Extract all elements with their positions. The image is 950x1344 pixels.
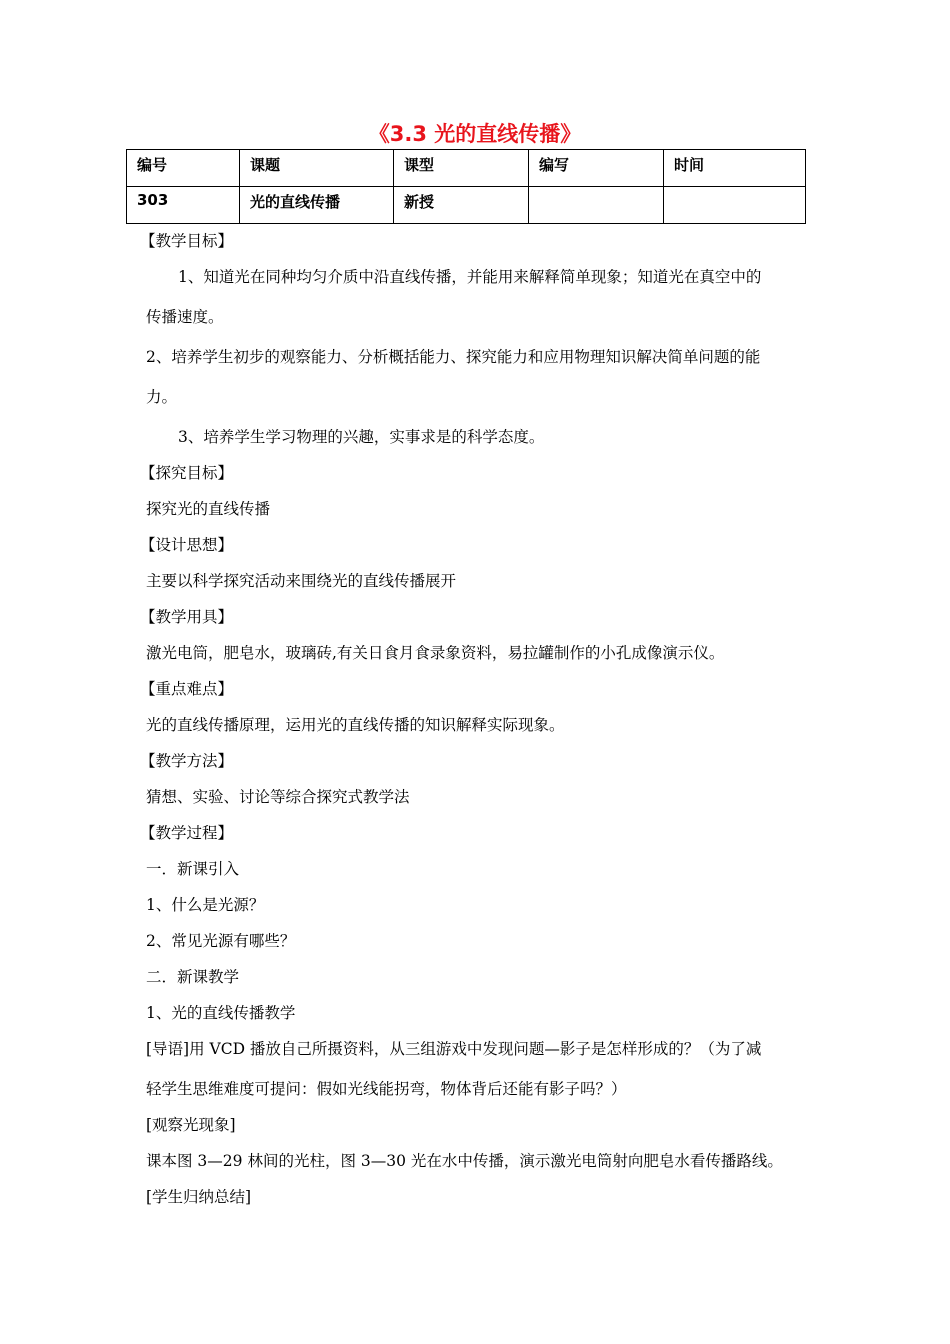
text-line: 一．新课引入 xyxy=(146,860,240,878)
text-line: 猜想、实验、讨论等综合探究式教学法 xyxy=(146,788,410,806)
cell-type: 新授 xyxy=(394,187,529,224)
text-line: 【探究目标】 xyxy=(140,464,234,482)
text-line: 2、培养学生初步的观察能力、分析概括能力、探究能力和应用物理知识解决简单问题的能 xyxy=(146,348,761,366)
header-cell-number: 编号 xyxy=(127,150,240,187)
text-line: 【设计思想】 xyxy=(140,536,234,554)
lesson-info-table xyxy=(126,149,806,224)
text-line: 光的直线传播原理，运用光的直线传播的知识解释实际现象。 xyxy=(146,716,565,734)
cell-author xyxy=(529,187,664,224)
header-cell-topic: 课题 xyxy=(240,150,394,187)
text-line: 主要以科学探究活动来围绕光的直线传播展开 xyxy=(146,572,457,590)
header-cell-author: 编写 xyxy=(529,150,664,187)
text-line: 【教学用具】 xyxy=(140,608,234,626)
table-row xyxy=(127,187,806,224)
text-line: 课本图 3—29 林间的光柱，图 3—30 光在水中传播，演示激光电筒射向肥皂水看传播路线。 xyxy=(146,1152,783,1170)
text-line: 轻学生思维难度可提问：假如光线能拐弯，物体背后还能有影子吗？） xyxy=(146,1080,627,1098)
text-line: 【教学目标】 xyxy=(140,232,234,250)
text-line: 传播速度。 xyxy=(146,308,224,326)
table-header-row xyxy=(127,150,806,187)
text-line: 【重点难点】 xyxy=(140,680,234,698)
document-title: 《3.3 光的直线传播》 xyxy=(368,122,582,146)
text-line: 激光电筒，肥皂水，玻璃砖,有关日食月食录象资料，易拉罐制作的小孔成像演示仪。 xyxy=(146,644,725,662)
text-line: 1、知道光在同种均匀介质中沿直线传播，并能用来解释简单现象；知道光在真空中的 xyxy=(178,268,762,286)
text-line: 探究光的直线传播 xyxy=(146,500,271,518)
text-line: 【教学方法】 xyxy=(140,752,234,770)
document-body xyxy=(140,226,811,1218)
text-line: 1、什么是光源？ xyxy=(146,896,265,914)
text-line: 2、常见光源有哪些？ xyxy=(146,932,296,950)
text-line: 力。 xyxy=(146,388,178,406)
text-line: 3、培养学生学习物理的兴趣，实事求是的科学态度。 xyxy=(178,428,545,446)
cell-number: 303 xyxy=(127,187,240,224)
header-cell-type: 课型 xyxy=(394,150,529,187)
header-cell-time: 时间 xyxy=(664,150,806,187)
text-line: 二．新课教学 xyxy=(146,968,240,986)
text-line: [观察光现象] xyxy=(146,1116,236,1134)
cell-topic: 光的直线传播 xyxy=(240,187,394,224)
text-line: 1、光的直线传播教学 xyxy=(146,1004,296,1022)
text-line: [导语]用 VCD 播放自己所摄资料，从三组游戏中发现问题—影子是怎样形成的？（为了减 xyxy=(146,1040,762,1058)
text-line: 【教学过程】 xyxy=(140,824,234,842)
text-line: [学生归纳总结] xyxy=(146,1188,252,1206)
cell-time xyxy=(664,187,806,224)
